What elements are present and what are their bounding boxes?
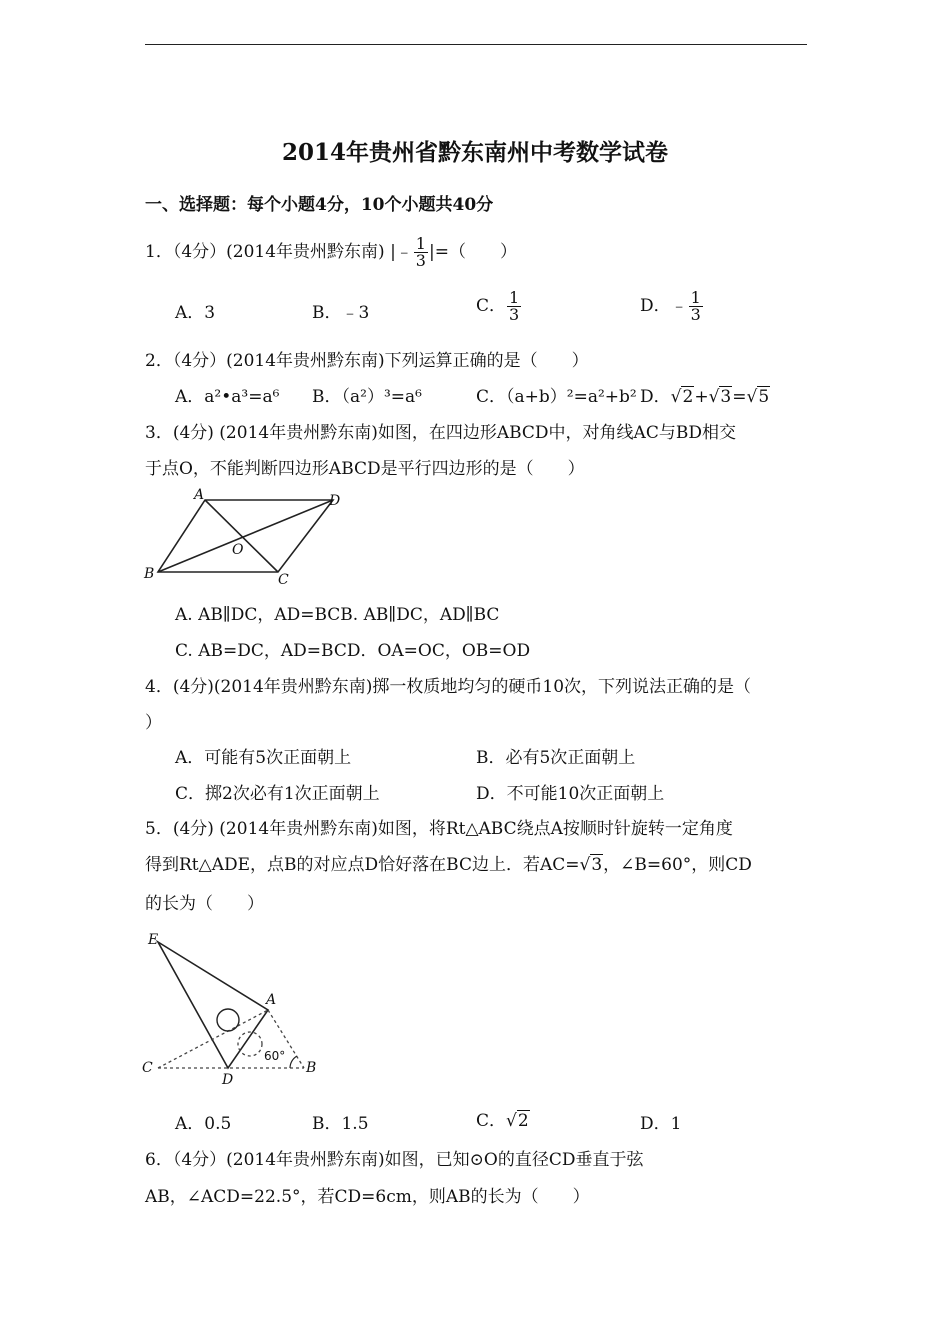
label-a: A [194, 487, 205, 503]
diagonal-bd [158, 500, 333, 572]
angle-label: 60° [264, 1049, 286, 1063]
question-4-line1: 4．(4分)(2014年贵州黔东南)掷一枚质地均匀的硬币10次，下列说法正确的是（ [145, 677, 752, 697]
q5-option-d[interactable]: D．1 [640, 1114, 682, 1134]
label-c: C [142, 1060, 153, 1076]
q4-option-c[interactable]: C．掷2次必有1次正面朝上 [175, 784, 380, 804]
question-6-line1: 6．（4分）(2014年贵州黔东南)如图，已知⊙O的直径CD垂直于弦 [145, 1150, 644, 1170]
section-heading: 一、选择题：每个小题4分，10个小题共40分 [145, 195, 494, 215]
solid-circle [217, 1009, 239, 1031]
question-5-line2: 得到Rt△ADE，点B的对应点D恰好落在BC边上．若AC=√3，∠B=60°，则CD [145, 855, 752, 875]
label-d: D [222, 1072, 234, 1088]
q2-option-a[interactable]: A．a²•a³=a⁶ [175, 387, 280, 407]
label-d: D [329, 493, 341, 509]
q5-option-a[interactable]: A．0.5 [175, 1114, 232, 1134]
header-rule [145, 44, 807, 45]
angle-arc [290, 1056, 297, 1068]
question-4-line2: ） [145, 713, 162, 733]
label-a: A [266, 992, 277, 1008]
triangle-ade [158, 942, 268, 1068]
question-5-line3: 的长为（ ） [145, 894, 264, 914]
label-o: O [232, 542, 244, 558]
fraction: $\frac{1}{3}$ [415, 234, 426, 270]
q1-option-c[interactable]: C． $\frac{1}{3}$ [476, 288, 520, 324]
q2-option-b[interactable]: B．（a²）³=a⁶ [312, 387, 422, 407]
label-b: B [306, 1060, 317, 1076]
question-5-line1: 5．(4分) (2014年贵州黔东南)如图，将Rt△ABC绕点A按顺时针旋转一定角度 [145, 819, 733, 839]
label-c: C [278, 572, 289, 586]
q5-option-b[interactable]: B．1.5 [312, 1114, 369, 1134]
q5-option-c[interactable]: C．√2 [476, 1111, 529, 1131]
question-3-line1: 3．(4分) (2014年贵州黔东南)如图，在四边形ABCD中，对角线AC与BD相交 [145, 423, 736, 443]
q1-option-a[interactable]: A．3 [175, 303, 216, 323]
question-6-line2: AB，∠ACD=22.5°，若CD=6cm，则AB的长为（ ） [145, 1187, 590, 1207]
q2-option-c[interactable]: C．（a+b）²=a²+b² [476, 387, 637, 407]
q1-option-d[interactable]: D．﹣ $\frac{1}{3}$ [640, 288, 701, 324]
question-1-stem: 1．（4分）(2014年贵州黔东南) |﹣ $\frac{1}{3}$ |=（ ） [145, 234, 517, 270]
q4-option-b[interactable]: B．必有5次正面朝上 [476, 748, 636, 768]
q3-options-ab[interactable]: A. AB∥DC，AD=BCB. AB∥DC，AD∥BC [175, 605, 500, 625]
parallelogram-figure [140, 486, 350, 586]
label-b: B [144, 566, 155, 582]
q4-option-d[interactable]: D．不可能10次正面朝上 [476, 784, 665, 804]
segment-ac-dashed [158, 1010, 268, 1068]
q1-option-b[interactable]: B．﹣3 [312, 303, 370, 323]
question-3-line2: 于点O，不能判断四边形ABCD是平行四边形的是（ ） [145, 459, 585, 479]
q3-options-cd[interactable]: C. AB=DC，AD=BCD．OA=OC，OB=OD [175, 641, 531, 661]
diagonal-ac [205, 500, 278, 572]
q2-option-d[interactable]: D．√2+√3=√5 [640, 387, 770, 407]
page-title: 2014年贵州省黔东南州中考数学试卷 [281, 139, 668, 166]
question-2-stem: 2．（4分）(2014年贵州黔东南)下列运算正确的是（ ） [145, 351, 589, 371]
q4-option-a[interactable]: A．可能有5次正面朝上 [175, 748, 352, 768]
rotation-figure [140, 928, 330, 1088]
label-e: E [148, 932, 159, 948]
